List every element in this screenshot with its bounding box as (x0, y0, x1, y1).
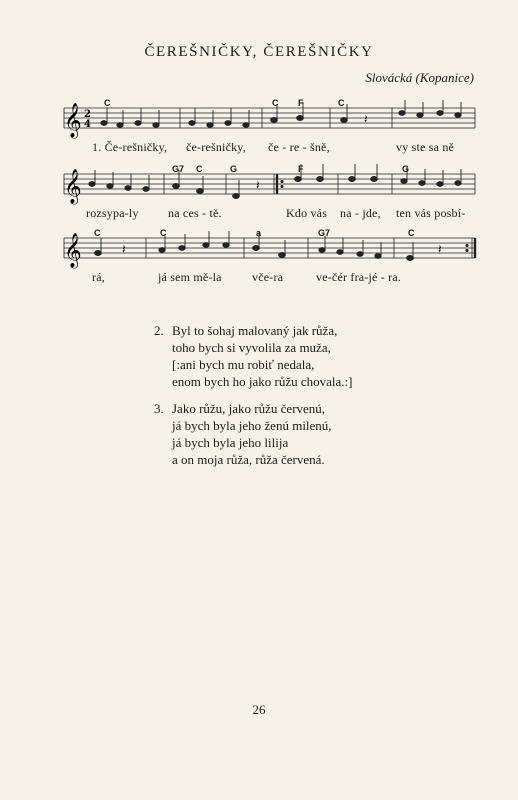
staff-1 (0, 96, 518, 146)
page-number: 26 (252, 702, 266, 717)
chord: a (256, 228, 262, 238)
time-sig-top: 2 (84, 109, 91, 120)
treble-clef-icon: 𝄞 (64, 233, 82, 268)
lyric-syllable: ten vás posbí- (396, 206, 466, 220)
song-title: ČEREŠNIČKY, ČEREŠNIČKY (144, 44, 374, 60)
verse-line: já bych byla jeho ženú milenú, (172, 418, 332, 433)
verse-3 (156, 400, 332, 468)
lyric-syllable: če - re - šně, (268, 140, 330, 154)
lyric-syllable: vy ste sa ně (396, 140, 455, 154)
chord: C (104, 98, 111, 108)
chord: G (230, 164, 238, 174)
lyric-syllable: vče-ra (252, 270, 284, 284)
chord: C (408, 228, 415, 238)
verse-line: Byl to šohaj malovaný jak růža, (172, 323, 338, 338)
chord: C (338, 98, 345, 108)
chord: G7 (172, 164, 185, 174)
verse-line: a on moja růža, růža červená. (172, 452, 325, 467)
song-origin: Slovácká (Kopanice) (365, 70, 474, 85)
verse-2 (156, 322, 353, 390)
rest-icon: 𝄽 (364, 112, 368, 126)
verse-line: Jako růžu, jako růžu červenú, (172, 401, 326, 416)
verse-line: toho bych si vyvolila za muža, (172, 340, 331, 355)
chord: G (402, 164, 410, 174)
verse-number: 2. (154, 323, 164, 338)
staff-2 (0, 162, 518, 212)
lyric-syllable: rá, (92, 270, 105, 284)
lyric-syllable: če-rešničky, (186, 140, 246, 154)
chord: G7 (318, 228, 331, 238)
chord: C (94, 228, 101, 238)
verse-number: 3. (154, 401, 164, 416)
chord: F (298, 98, 304, 108)
lyric-syllable: na ces - tě. (168, 206, 222, 220)
lyric-syllable: 1. Če-rešničky, (92, 140, 168, 154)
music-system-3 (0, 226, 518, 306)
rest-icon: 𝄽 (438, 242, 442, 256)
chord: F (298, 164, 304, 174)
treble-clef-icon: 𝄞 (64, 103, 82, 138)
chord: C (272, 98, 279, 108)
chord: C (160, 228, 167, 238)
time-sig-bottom: 4 (84, 119, 91, 130)
verse-line: já bych byla jeho lilija (172, 435, 289, 450)
lyric-syllable: ve-čér fra-jé - ra. (316, 270, 402, 284)
lyric-syllable: já sem mě-la (158, 270, 222, 284)
lyric-syllable: na - jde, (340, 206, 381, 220)
chord: C (196, 164, 203, 174)
rest-icon: 𝄽 (256, 178, 260, 192)
verse-line: [:ani bych mu robiť nedala, (172, 357, 315, 372)
lyric-syllable: rozsypa-ly (86, 206, 139, 220)
rest-icon: 𝄽 (122, 242, 126, 256)
verse-line: enom bych ho jako růžu chovala.:] (172, 374, 353, 389)
lyric-syllable: Kdo vás (286, 206, 328, 220)
treble-clef-icon: 𝄞 (64, 169, 82, 204)
